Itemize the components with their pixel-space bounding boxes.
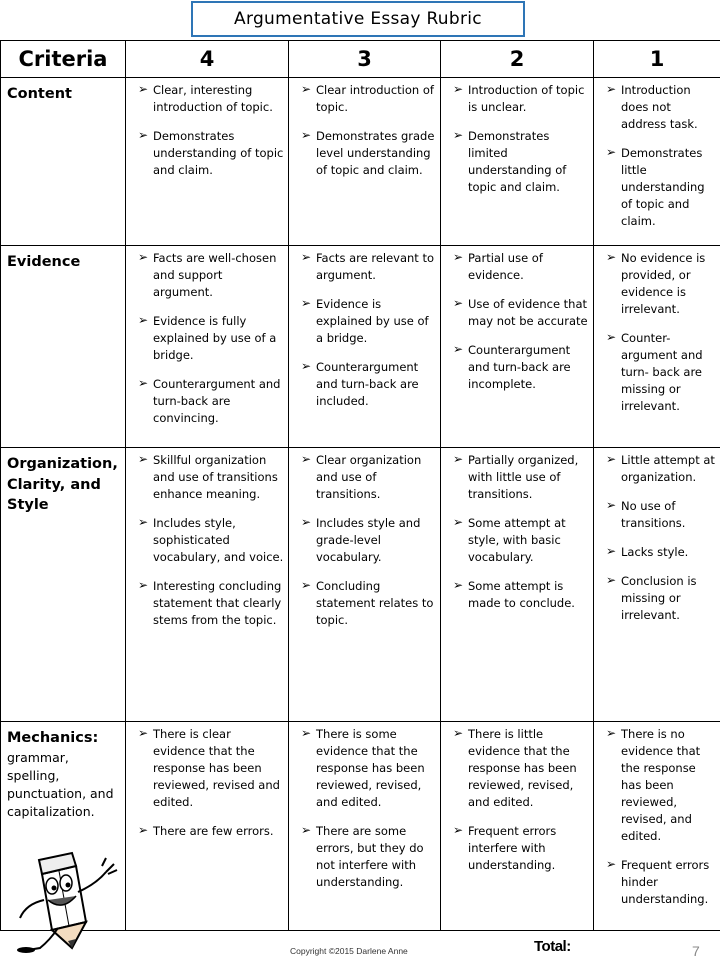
descriptor-list xyxy=(445,452,589,612)
arrow-bullet-icon: ➢ xyxy=(453,726,464,740)
descriptor-text: Demonstrates limited understanding of topic and claim. xyxy=(468,129,567,195)
arrow-bullet-icon: ➢ xyxy=(138,578,149,593)
arrow-bullet-icon: ➢ xyxy=(606,573,617,588)
descriptor-list xyxy=(445,250,589,393)
arrow-bullet-icon: ➢ xyxy=(606,145,617,160)
score-cell xyxy=(126,722,289,931)
arrow-bullet-icon: ➢ xyxy=(138,452,149,466)
total-label: Total: xyxy=(534,938,571,955)
descriptor-text: Counterargument and turn-back are incomplete. xyxy=(468,343,571,392)
descriptor-list xyxy=(445,726,589,874)
arrow-bullet-icon: ➢ xyxy=(606,82,617,96)
row-organization xyxy=(1,448,720,722)
descriptor-item xyxy=(130,376,284,427)
descriptor-text: There are few errors. xyxy=(153,824,274,839)
descriptor-text: No use of transitions. xyxy=(621,499,686,531)
descriptor-item xyxy=(598,250,716,318)
descriptor-item xyxy=(598,498,716,532)
arrow-bullet-icon: ➢ xyxy=(606,544,617,559)
criteria-cell xyxy=(1,448,126,722)
descriptor-text: Counterargument and turn-back are convincing. xyxy=(153,377,281,426)
arrow-bullet-icon: ➢ xyxy=(453,578,464,593)
arrow-bullet-icon: ➢ xyxy=(453,452,464,466)
arrow-bullet-icon: ➢ xyxy=(453,342,464,357)
rubric-title-text: Argumentative Essay Rubric xyxy=(234,9,482,29)
rubric-body xyxy=(1,78,720,931)
score-cell xyxy=(594,722,720,931)
criteria-sublabel: grammar, spelling, punctuation, and capitalization. xyxy=(7,749,114,819)
arrow-bullet-icon: ➢ xyxy=(453,823,464,838)
score-cell xyxy=(594,78,720,246)
score-cell xyxy=(441,78,594,246)
descriptor-item xyxy=(293,359,436,410)
descriptor-list xyxy=(293,726,436,891)
criteria-label: Organization, Clarity, and Style xyxy=(7,456,118,514)
descriptor-item xyxy=(598,145,716,230)
descriptor-item xyxy=(598,82,716,133)
descriptor-text: Interesting concluding statement that clearly stems from the topic. xyxy=(153,579,282,628)
header-row xyxy=(1,41,720,78)
arrow-bullet-icon: ➢ xyxy=(138,82,149,96)
score-cell xyxy=(126,246,289,448)
score-cell xyxy=(126,448,289,722)
descriptor-text: Evidence is fully explained by use of a bridge. xyxy=(153,314,277,363)
descriptor-list xyxy=(598,250,716,415)
descriptor-item xyxy=(598,857,716,908)
descriptor-item xyxy=(130,726,284,811)
descriptor-list xyxy=(293,452,436,629)
descriptor-list xyxy=(130,82,284,179)
descriptor-text: Partially organized, with little use of transitions. xyxy=(468,453,579,502)
arrow-bullet-icon: ➢ xyxy=(301,296,312,311)
arrow-bullet-icon: ➢ xyxy=(138,376,149,391)
descriptor-list xyxy=(598,452,716,624)
row-evidence xyxy=(1,246,720,448)
descriptor-text: Skillful organization and use of transitions enhance meaning. xyxy=(153,453,278,502)
descriptor-list xyxy=(598,82,716,230)
descriptor-text: Lacks style. xyxy=(621,545,689,560)
score-cell xyxy=(441,722,594,931)
score-cell xyxy=(594,448,720,722)
arrow-bullet-icon: ➢ xyxy=(138,726,149,740)
score-cell xyxy=(441,246,594,448)
descriptor-item xyxy=(293,82,436,116)
header-criteria: Criteria xyxy=(1,41,126,78)
descriptor-text: Some attempt is made to conclude. xyxy=(468,579,575,611)
page-number: 7 xyxy=(692,943,700,959)
row-content xyxy=(1,78,720,246)
arrow-bullet-icon: ➢ xyxy=(453,515,464,530)
descriptor-text: Includes style and grade-level vocabulary. xyxy=(316,516,421,565)
arrow-bullet-icon: ➢ xyxy=(301,359,312,374)
descriptor-item xyxy=(130,452,284,503)
descriptor-text: There is little evidence that the response has been reviewed, revised, and edited. xyxy=(468,727,577,810)
descriptor-text: Some attempt at style, with basic vocabulary. xyxy=(468,516,566,565)
descriptor-text: Evidence is explained by use of a bridge. xyxy=(316,297,429,346)
descriptor-item xyxy=(445,128,589,196)
descriptor-item xyxy=(445,578,589,612)
arrow-bullet-icon: ➢ xyxy=(138,250,149,264)
descriptor-item xyxy=(445,82,589,116)
descriptor-text: Clear organization and use of transitions. xyxy=(316,453,422,502)
descriptor-list xyxy=(130,250,284,427)
arrow-bullet-icon: ➢ xyxy=(301,726,312,740)
descriptor-item xyxy=(445,250,589,284)
descriptor-list xyxy=(598,726,716,908)
arrow-bullet-icon: ➢ xyxy=(606,250,617,264)
descriptor-text: Little attempt at organization. xyxy=(621,453,715,485)
pencil-mascot-icon xyxy=(14,844,120,954)
criteria-cell xyxy=(1,246,126,448)
header-score-2: 2 xyxy=(441,41,594,78)
descriptor-text: Clear, interesting introduction of topic. xyxy=(153,83,273,115)
descriptor-item xyxy=(598,726,716,845)
descriptor-item xyxy=(293,726,436,811)
descriptor-text: There is no evidence that the response has been reviewed, revised, and edited. xyxy=(621,727,701,844)
descriptor-item xyxy=(130,515,284,566)
descriptor-text: Concluding statement relates to topic. xyxy=(316,579,434,628)
descriptor-list xyxy=(293,82,436,179)
descriptor-list xyxy=(130,726,284,840)
arrow-bullet-icon: ➢ xyxy=(301,515,312,530)
descriptor-item xyxy=(130,313,284,364)
arrow-bullet-icon: ➢ xyxy=(138,823,149,838)
arrow-bullet-icon: ➢ xyxy=(301,823,312,838)
descriptor-list xyxy=(130,452,284,629)
descriptor-text: Demonstrates understanding of topic and claim. xyxy=(153,129,284,178)
descriptor-text: Partial use of evidence. xyxy=(468,251,543,283)
descriptor-text: Counterargument and turn-back are included. xyxy=(316,360,419,409)
descriptor-item xyxy=(293,578,436,629)
criteria-label: Evidence xyxy=(7,254,81,270)
descriptor-item xyxy=(293,250,436,284)
descriptor-text: Demonstrates grade level understanding of topic and claim. xyxy=(316,129,435,178)
descriptor-text: Clear introduction of topic. xyxy=(316,83,434,115)
descriptor-list xyxy=(293,250,436,410)
arrow-bullet-icon: ➢ xyxy=(138,128,149,143)
arrow-bullet-icon: ➢ xyxy=(301,578,312,593)
descriptor-text: There are some errors, but they do not interfere with understanding. xyxy=(316,824,424,890)
descriptor-item xyxy=(293,296,436,347)
descriptor-text: Facts are well-chosen and support argument. xyxy=(153,251,277,300)
descriptor-item xyxy=(598,452,716,486)
descriptor-item xyxy=(445,726,589,811)
arrow-bullet-icon: ➢ xyxy=(453,128,464,143)
arrow-bullet-icon: ➢ xyxy=(453,250,464,264)
arrow-bullet-icon: ➢ xyxy=(301,250,312,264)
descriptor-text: Conclusion is missing or irrelevant. xyxy=(621,574,697,623)
arrow-bullet-icon: ➢ xyxy=(301,82,312,96)
descriptor-item xyxy=(598,544,716,561)
score-cell xyxy=(289,448,441,722)
arrow-bullet-icon: ➢ xyxy=(606,330,617,345)
descriptor-item xyxy=(445,823,589,874)
descriptor-text: Counter- argument and turn- back are missing or irrelevant. xyxy=(621,331,703,414)
arrow-bullet-icon: ➢ xyxy=(301,128,312,143)
descriptor-item xyxy=(293,515,436,566)
score-cell xyxy=(289,722,441,931)
descriptor-item xyxy=(130,578,284,629)
score-cell xyxy=(289,246,441,448)
descriptor-text: Use of evidence that may not be accurate xyxy=(468,297,588,329)
descriptor-item xyxy=(293,452,436,503)
criteria-label: Content xyxy=(7,86,72,102)
header-score-1: 1 xyxy=(594,41,720,78)
criteria-label: Mechanics: xyxy=(7,730,99,746)
arrow-bullet-icon: ➢ xyxy=(606,857,617,872)
descriptor-item xyxy=(130,250,284,301)
copyright-text: Copyright ©2015 Darlene Anne xyxy=(290,946,408,956)
descriptor-text: Demonstrates little understanding of topic and claim. xyxy=(621,146,705,229)
descriptor-item xyxy=(293,823,436,891)
arrow-bullet-icon: ➢ xyxy=(606,498,617,513)
arrow-bullet-icon: ➢ xyxy=(453,296,464,311)
descriptor-item xyxy=(293,128,436,179)
descriptor-item xyxy=(130,82,284,116)
descriptor-item xyxy=(598,330,716,415)
arrow-bullet-icon: ➢ xyxy=(606,452,617,466)
arrow-bullet-icon: ➢ xyxy=(138,515,149,530)
descriptor-item xyxy=(445,515,589,566)
rubric-title xyxy=(191,1,525,37)
descriptor-text: Includes style, sophisticated vocabulary, and voice. xyxy=(153,516,284,565)
descriptor-text: No evidence is provided, or evidence is irrelevant. xyxy=(621,251,706,317)
descriptor-item xyxy=(445,452,589,503)
arrow-bullet-icon: ➢ xyxy=(453,82,464,96)
criteria-cell xyxy=(1,78,126,246)
descriptor-item xyxy=(598,573,716,624)
header-score-3: 3 xyxy=(289,41,441,78)
score-cell xyxy=(441,448,594,722)
arrow-bullet-icon: ➢ xyxy=(138,313,149,328)
score-cell xyxy=(594,246,720,448)
arrow-bullet-icon: ➢ xyxy=(606,726,617,740)
descriptor-item xyxy=(130,128,284,179)
score-cell xyxy=(126,78,289,246)
header-score-4: 4 xyxy=(126,41,289,78)
arrow-bullet-icon: ➢ xyxy=(301,452,312,466)
descriptor-item xyxy=(445,296,589,330)
score-cell xyxy=(289,78,441,246)
descriptor-text: Frequent errors interfere with understanding. xyxy=(468,824,557,873)
descriptor-text: There is clear evidence that the response has been reviewed, revised and edited. xyxy=(153,727,280,810)
descriptor-item xyxy=(445,342,589,393)
descriptor-text: Introduction does not address task. xyxy=(621,83,698,132)
descriptor-text: Facts are relevant to argument. xyxy=(316,251,435,283)
descriptor-list xyxy=(445,82,589,196)
descriptor-text: Frequent errors hinder understanding. xyxy=(621,858,710,907)
descriptor-item xyxy=(130,823,284,840)
descriptor-text: Introduction of topic is unclear. xyxy=(468,83,585,115)
rubric-table xyxy=(0,40,720,931)
descriptor-text: There is some evidence that the response has been reviewed, revised, and edited. xyxy=(316,727,425,810)
